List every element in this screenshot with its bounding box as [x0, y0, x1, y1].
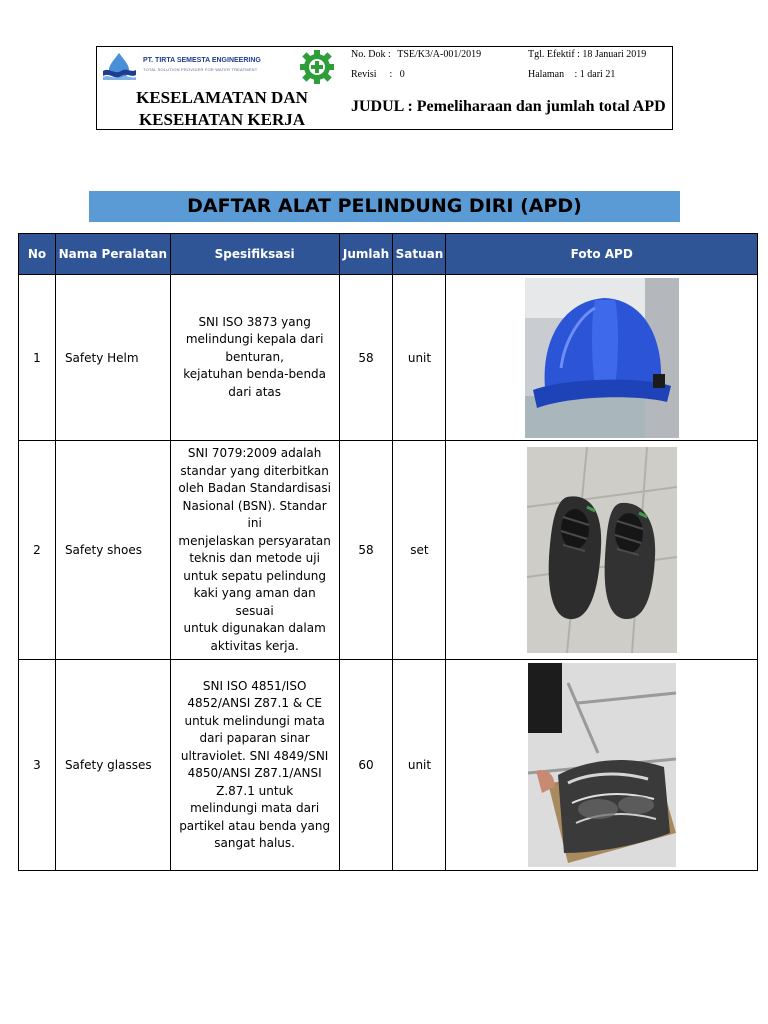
spec-line: Nasional (BSN). Standar ini [182, 498, 327, 530]
spec-line: untuk digunakan dalam [183, 621, 326, 635]
table-header-row [19, 234, 758, 275]
spec-line: benturan, [225, 349, 284, 364]
water-wave-logo-icon [101, 51, 137, 81]
spec-line: untuk sepatu pelindung [183, 568, 326, 583]
spec-line: standar yang diterbitkan [180, 463, 329, 478]
company-tagline: TOTAL SOLUTION PROVIDER FOR WATER TREATMENT [143, 67, 258, 72]
spec-line: SNI 7079:2009 adalah [187, 446, 322, 460]
apd-table [18, 233, 758, 871]
row-no: 1 [19, 275, 56, 441]
col-header-name: Nama Peralatan [55, 234, 170, 275]
black-safety-shoes-photo [527, 447, 677, 653]
col-header-no: No [19, 234, 56, 275]
section-title-line2: KESEHATAN KERJA [138, 110, 306, 129]
company-logo-cell [97, 47, 347, 86]
document-header [96, 46, 673, 130]
safety-glasses-box-photo [528, 663, 676, 867]
spec-line: ultraviolet. SNI 4849/SNI [180, 748, 329, 763]
row-name: Safety glasses [55, 660, 170, 871]
k3-safety-gear-icon [299, 49, 335, 85]
row-spec [170, 275, 339, 441]
row-spec [170, 660, 339, 871]
page-number-value: : 1 dari 21 [574, 69, 616, 80]
revision-value: : 0 [389, 69, 405, 80]
table-row [19, 275, 758, 441]
spec-line: dari atas [228, 384, 281, 399]
spec-line: aktivitas kerja. [210, 638, 299, 653]
row-unit: unit [393, 660, 446, 871]
col-header-photo: Foto APD [446, 234, 758, 275]
spec-line: partikel atau benda yang [179, 818, 331, 833]
row-qty: 58 [339, 441, 393, 660]
spec-line: sangat halus. [214, 836, 295, 850]
table-row [19, 660, 758, 871]
row-photo [446, 441, 758, 660]
section-title-line1: KESELAMATAN DAN [136, 88, 308, 107]
page-title: DAFTAR ALAT PELINDUNG DIRI (APD) [89, 191, 680, 222]
spec-line: dari paparan sinar [199, 731, 310, 745]
row-no: 3 [19, 660, 56, 871]
row-name: Safety Helm [55, 275, 170, 441]
table-row [19, 441, 758, 660]
company-name: PT. TIRTA SEMESTA ENGINEERING [143, 57, 261, 64]
spec-line: 4850/ANSI Z87.1/ANSI [187, 766, 322, 780]
effective-date-value: : 18 Januari 2019 [577, 49, 647, 60]
col-header-spec: Spesifiksasi [170, 234, 339, 275]
page-number [524, 67, 673, 86]
revision [347, 67, 524, 86]
revision-label: Revisi [351, 69, 377, 80]
document-number [347, 47, 524, 67]
effective-date [524, 47, 673, 67]
spec-line: kaki yang aman dan sesuai [193, 586, 316, 618]
spec-line: SNI ISO 4851/ISO [202, 678, 307, 693]
row-photo [446, 275, 758, 441]
spec-line: 4852/ANSI Z87.1 & CE [187, 696, 322, 710]
spec-line: untuk melindungi mata [184, 713, 325, 728]
section-title-cell [97, 86, 347, 130]
col-header-qty: Jumlah [339, 234, 393, 275]
row-unit: unit [393, 275, 446, 441]
effective-date-label: Tgl. Efektif [528, 49, 575, 60]
doc-number-value: TSE/K3/A-001/2019 [397, 49, 482, 60]
spec-line: melindungi kepala dari [185, 332, 324, 347]
col-header-unit: Satuan [393, 234, 446, 275]
row-qty: 58 [339, 275, 393, 441]
spec-line: menjelaskan persyaratan [178, 533, 331, 548]
row-unit: set [393, 441, 446, 660]
spec-line: Z.87.1 untuk [216, 783, 294, 798]
spec-line: SNI ISO 3873 yang [198, 314, 311, 329]
doc-number-label: No. Dok : [351, 49, 391, 60]
spec-line: oleh Badan Standardisasi [178, 481, 331, 495]
row-name: Safety shoes [55, 441, 170, 660]
row-photo [446, 660, 758, 871]
page-number-label: Halaman [528, 69, 565, 80]
blue-safety-helmet-photo [525, 278, 679, 438]
spec-line: teknis dan metode uji [189, 551, 320, 565]
spec-line: kejatuhan benda-benda [183, 367, 327, 382]
row-no: 2 [19, 441, 56, 660]
row-spec [170, 441, 339, 660]
spec-line: melindungi mata dari [190, 801, 320, 815]
document-subject: JUDUL : Pemeliharaan dan jumlah total APD [351, 98, 666, 115]
row-qty: 60 [339, 660, 393, 871]
